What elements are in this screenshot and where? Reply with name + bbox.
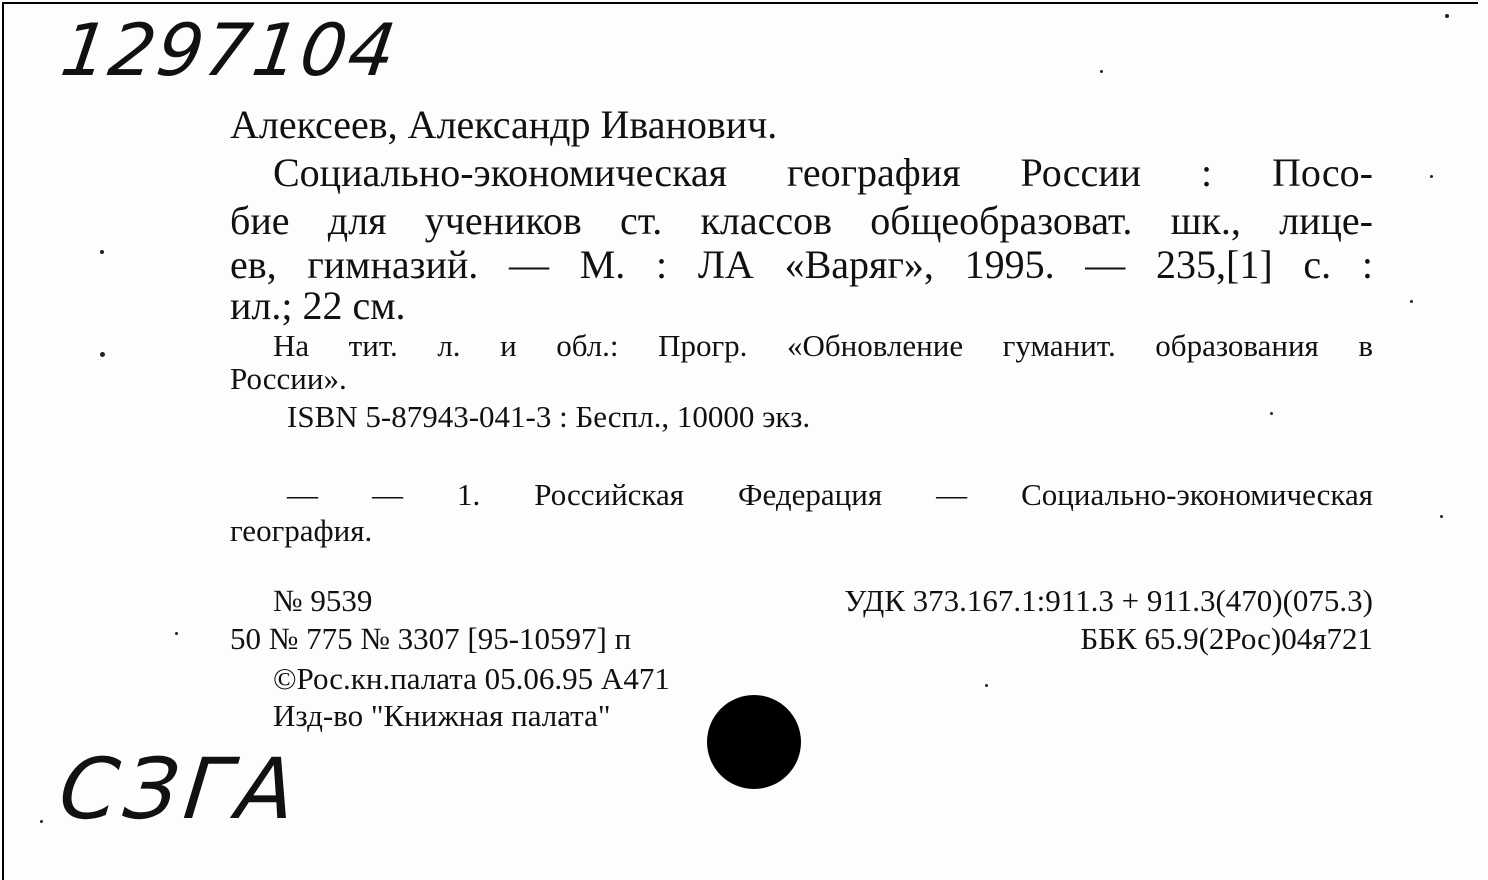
subject-line-2: география. bbox=[230, 513, 373, 548]
handwritten-inventory-number: 1297104 bbox=[56, 8, 403, 92]
handwritten-signature: СЗГА bbox=[54, 740, 306, 838]
scan-speck bbox=[100, 250, 104, 254]
scan-speck bbox=[985, 684, 988, 687]
author-heading: Алексеев, Александр Иванович. bbox=[230, 102, 778, 147]
publisher-line: Изд-во "Книжная палата" bbox=[273, 698, 611, 733]
title-line-3: ев, гимназий. — М. : ЛА «Варяг», 1995. — 235,[1] с. : bbox=[230, 242, 1373, 287]
scan-speck bbox=[100, 352, 105, 357]
copyright-line: ©Рос.кн.палата 05.06.95 А471 bbox=[273, 661, 670, 696]
udk-code: УДК 373.167.1:911.3 + 911.3(470)(075.3) bbox=[844, 583, 1373, 618]
note-line-2: России». bbox=[230, 361, 347, 396]
scan-speck bbox=[1100, 70, 1103, 73]
scan-speck bbox=[1270, 412, 1273, 415]
scan-speck bbox=[1445, 14, 1449, 18]
isbn-line: ISBN 5-87943-041-3 : Беспл., 10000 экз. bbox=[287, 399, 811, 434]
scan-speck bbox=[1430, 175, 1433, 178]
scan-speck bbox=[1410, 300, 1413, 303]
title-line-2: бие для учеников ст. классов общеобразоват. шк., лице- bbox=[230, 198, 1373, 243]
scan-speck bbox=[40, 820, 43, 823]
scan-speck bbox=[1440, 515, 1443, 518]
card-number: № 9539 bbox=[273, 583, 373, 618]
title-line-4: ил.; 22 см. bbox=[230, 283, 406, 328]
note-line-1: На тит. л. и обл.: Прогр. «Обновление гуманит. образования в bbox=[273, 328, 1373, 363]
bbk-code: ББК 65.9(2Рос)04я721 bbox=[1080, 621, 1373, 656]
scan-speck bbox=[175, 632, 178, 635]
title-line-1: Социально-экономическая география России : Посо- bbox=[273, 150, 1373, 195]
registration-numbers: 50 № 775 № 3307 [95-10597] п bbox=[230, 621, 632, 656]
punch-hole bbox=[707, 695, 801, 789]
subject-line-1: — — 1. Российская Федерация — Социально-экономическая bbox=[287, 477, 1373, 512]
